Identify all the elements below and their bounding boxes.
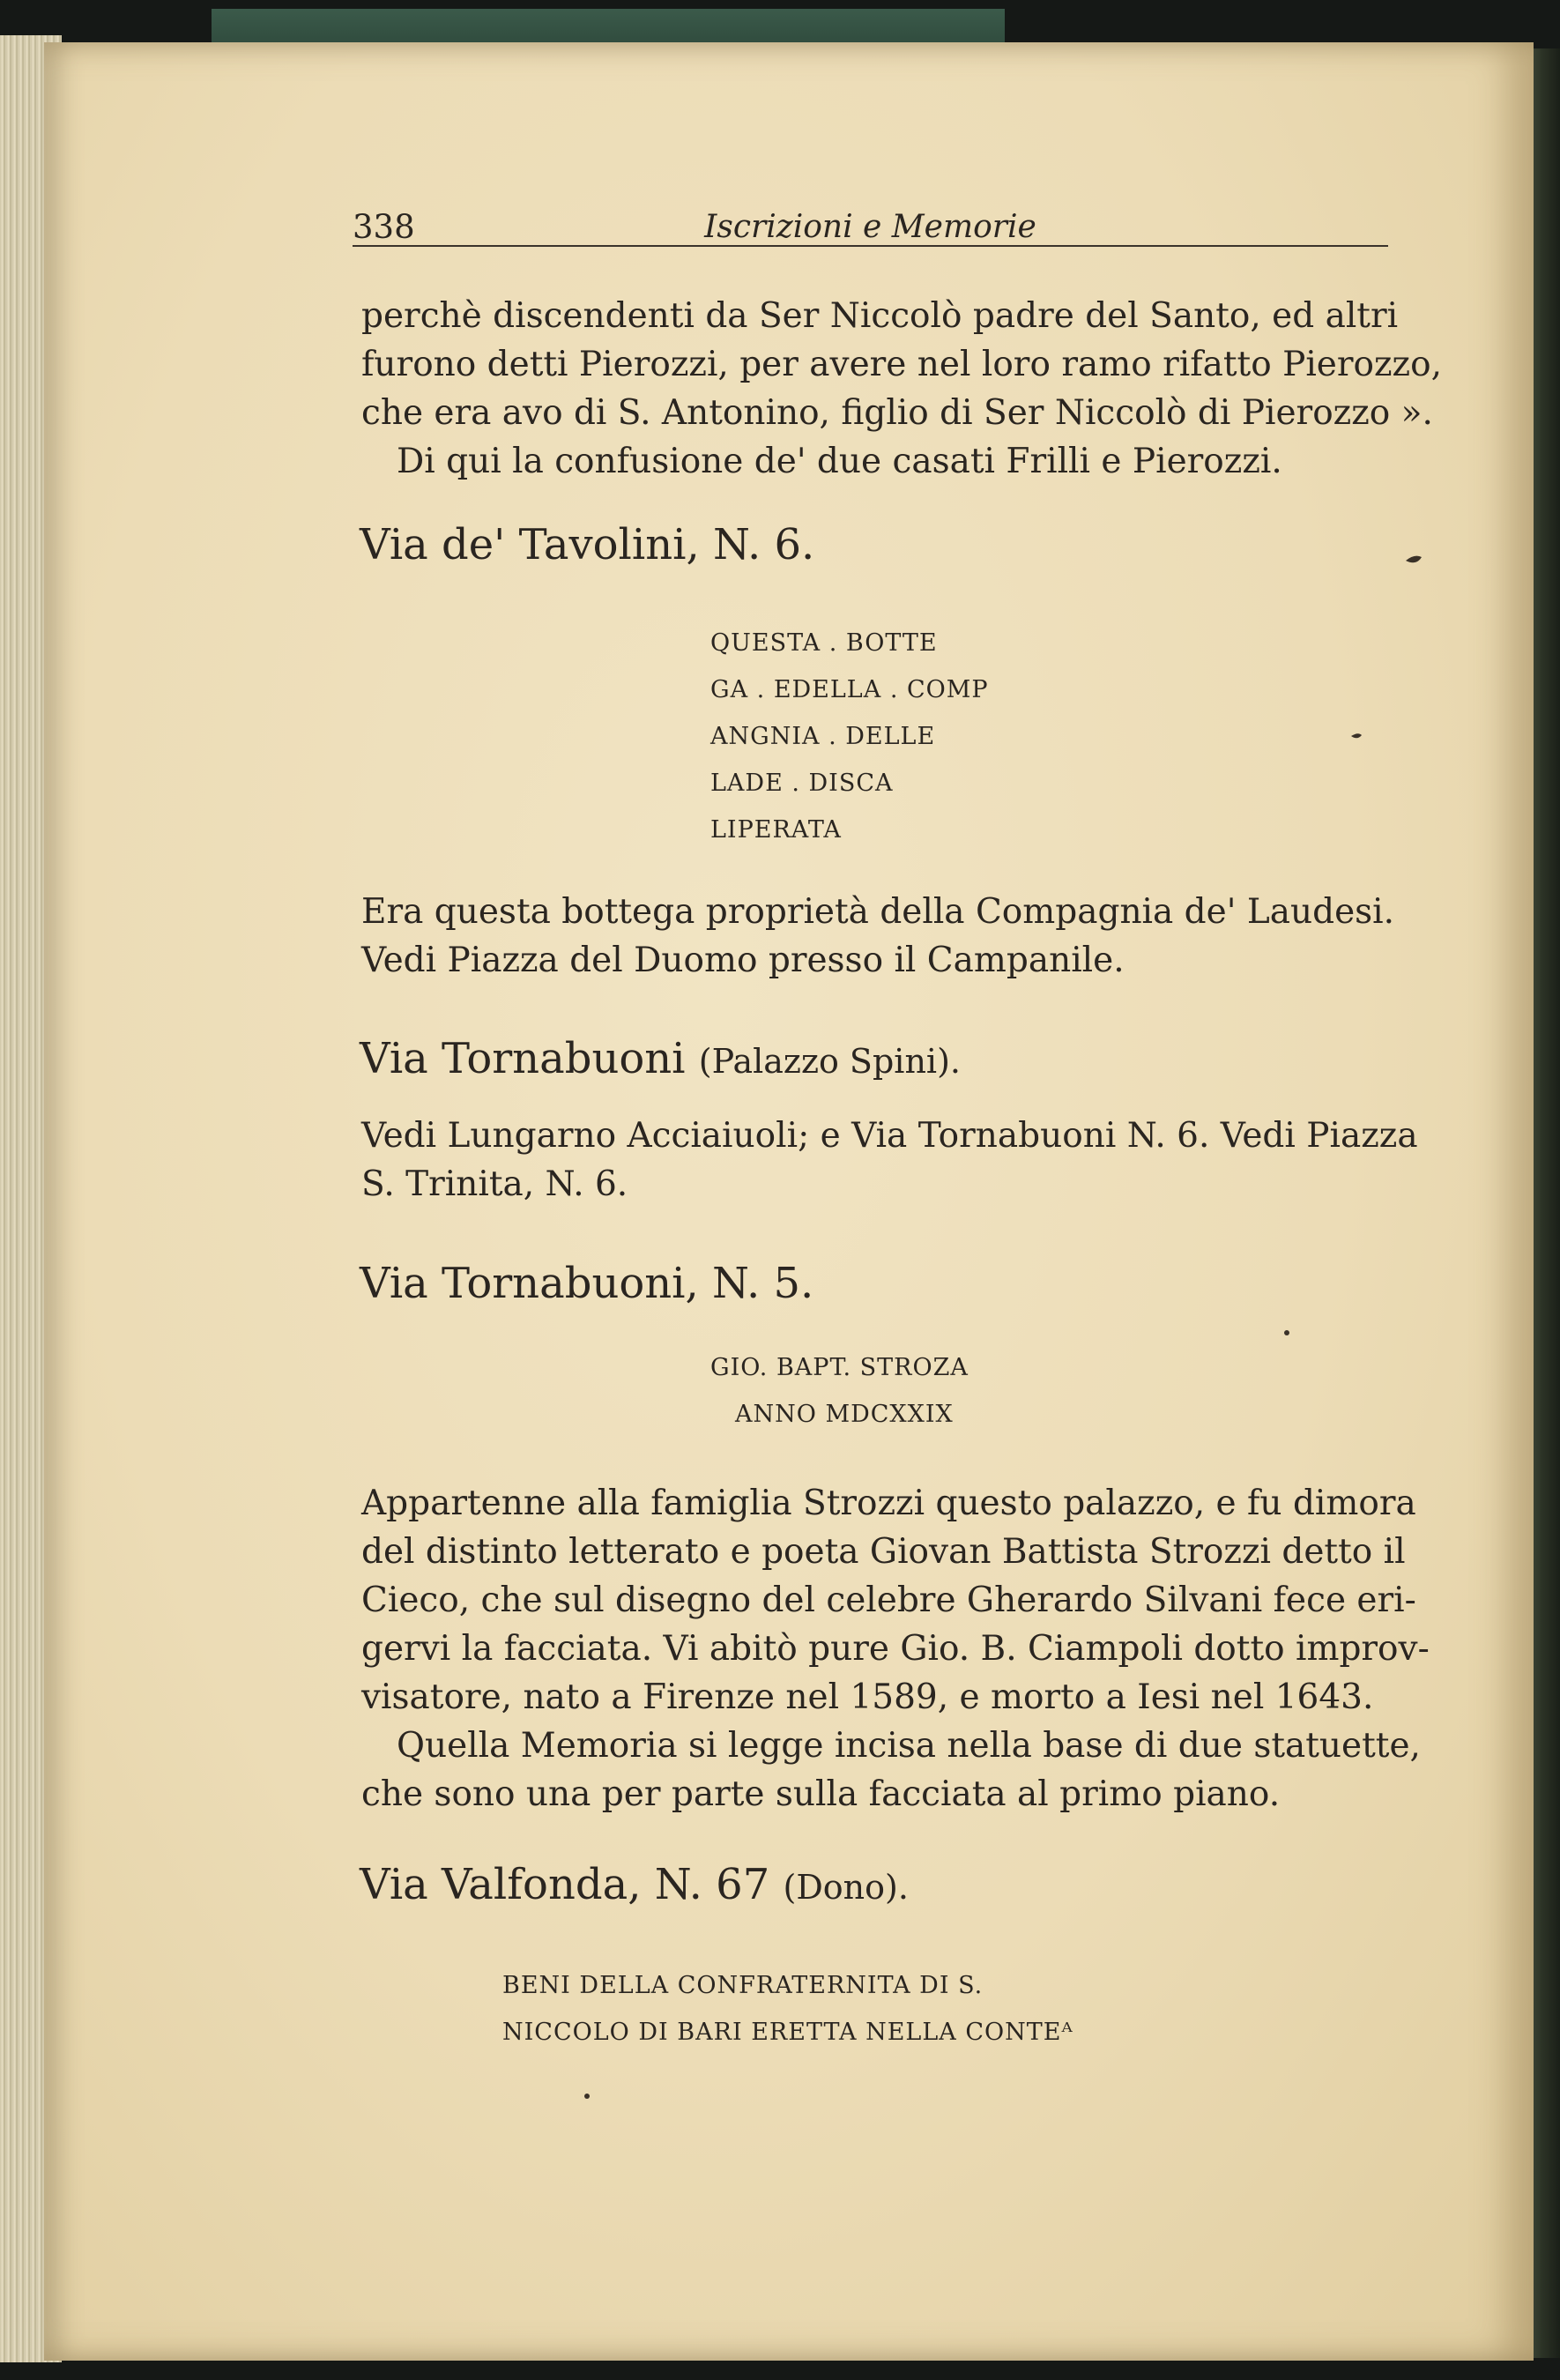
inscription-line: NICCOLO DI BARI ERETTA NELLA CONTEᴬ <box>502 2019 1073 2046</box>
ink-speck <box>1351 733 1362 738</box>
page-number: 338 <box>353 208 415 246</box>
text-line: del distinto letterato e poeta Giovan Battista Strozzi detto il <box>361 1532 1406 1572</box>
text-line: Di qui la confusione de' due casati Frilli e Pierozzi. <box>397 442 1282 481</box>
heading-text: Via de' Tavolini, N. 6. <box>360 520 815 569</box>
heading-text: Via Valfonda, N. 67 <box>360 1860 770 1909</box>
section-body <box>361 888 1395 985</box>
text-line: Appartenne alla famiglia Strozzi questo palazzo, e fu dimora <box>361 1484 1416 1523</box>
intro-paragraph <box>361 292 1442 486</box>
text-line: perchè discendenti da Ser Niccolò padre del Santo, ed altri <box>361 296 1399 336</box>
ink-speck <box>1284 1330 1289 1335</box>
text-line: che era avo di S. Antonino, figlio di Ser Niccolò di Pierozzo ». <box>361 393 1433 433</box>
heading-text: Via Tornabuoni <box>360 1034 686 1083</box>
ink-speck <box>584 2094 590 2099</box>
heading-note: (Dono). <box>783 1868 909 1907</box>
section-heading <box>360 1858 909 1914</box>
section-heading <box>360 1257 813 1310</box>
heading-note: (Palazzo Spini). <box>698 1042 961 1081</box>
text-line: gervi la facciata. Vi abitò pure Gio. B. Ciampoli dotto improv- <box>361 1629 1430 1669</box>
text-line: che sono una per parte sulla facciata al primo piano. <box>361 1774 1281 1814</box>
text-line: furono detti Pierozzi, per avere nel loro ramo rifatto Pierozzo, <box>361 345 1442 384</box>
inscription <box>502 1962 1073 2056</box>
text-line: Vedi Lungarno Acciaiuoli; e Via Tornabuoni N. 6. Vedi Piazza <box>361 1116 1418 1156</box>
inscription-line: ANNO MDCXXIX <box>735 1401 954 1428</box>
book-cover-edge <box>1530 48 1560 2358</box>
inscription <box>710 620 989 853</box>
running-title: Iscrizioni e Memorie <box>704 209 1036 245</box>
text-line: visatore, nato a Firenze nel 1589, e morto a Iesi nel 1643. <box>361 1677 1374 1717</box>
text-line: Cieco, che sul disegno del celebre Gherardo Silvani fece eri- <box>361 1580 1416 1620</box>
heading-text: Via Tornabuoni, N. 5. <box>360 1259 814 1308</box>
text-line: S. Trinita, N. 6. <box>361 1164 628 1204</box>
inscription-line: GIO. BAPT. STROZA <box>710 1354 969 1381</box>
page-header <box>353 175 1388 247</box>
inscription-line: ANGNIA . DELLE <box>710 723 936 750</box>
inscription-line: LIPERATA <box>710 816 842 844</box>
ink-speck <box>1406 556 1422 563</box>
section-body <box>361 1112 1418 1209</box>
inscription-line: BENI DELLA CONFRATERNITA DI S. <box>502 1972 984 1999</box>
book-page <box>44 42 1534 2361</box>
text-line: Quella Memoria si legge incisa nella base di due statuette, <box>397 1726 1421 1766</box>
inscription-line: QUESTA . BOTTE <box>710 629 938 657</box>
text-line: Era questa bottega proprietà della Compagnia de' Laudesi. <box>361 892 1395 932</box>
text-line: Vedi Piazza del Duomo presso il Campanile. <box>361 941 1125 980</box>
section-heading <box>360 518 814 571</box>
inscription-line: GA . EDELLA . COMP <box>710 676 989 703</box>
section-heading <box>360 1032 961 1088</box>
inscription <box>710 1344 969 1438</box>
inscription-line: LADE . DISCA <box>710 770 894 797</box>
section-body <box>361 1479 1430 1818</box>
